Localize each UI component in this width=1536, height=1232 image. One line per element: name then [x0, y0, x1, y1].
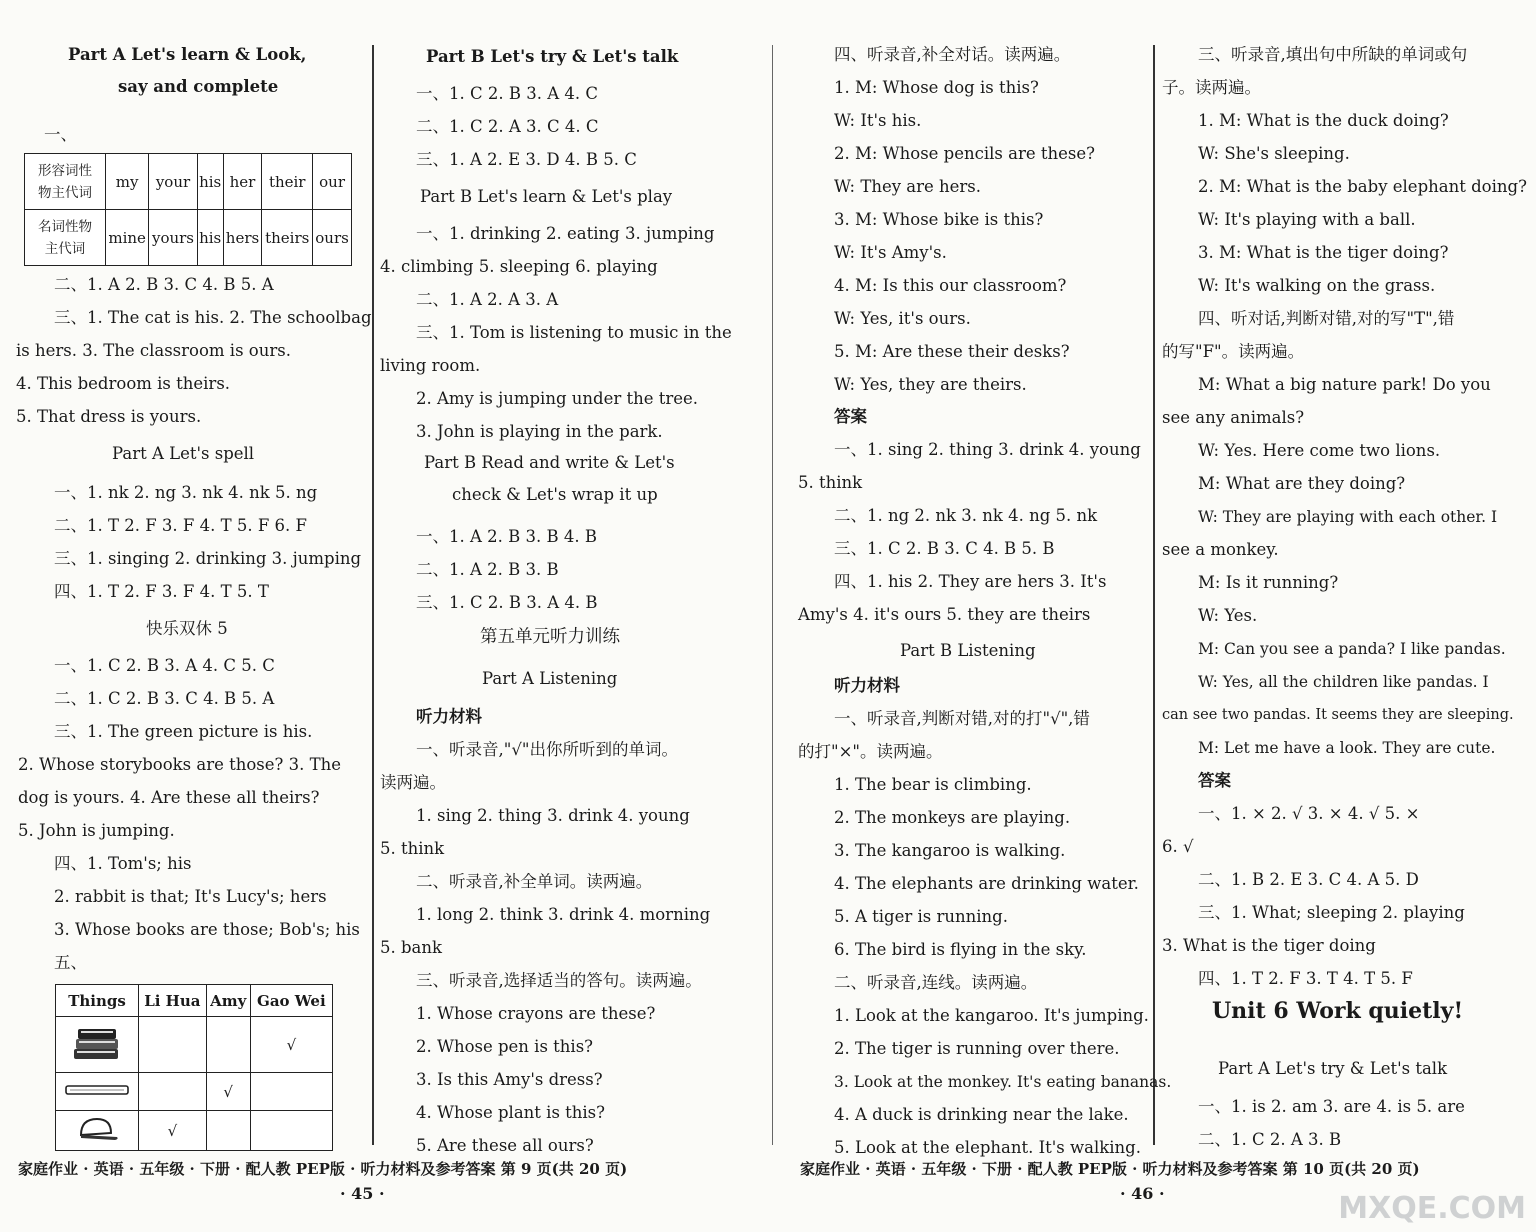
table-cell	[250, 1111, 332, 1151]
dialogue-line: 2. M: Whose pencils are these?	[834, 144, 1095, 163]
answer-line: 2. Amy is jumping under the tree.	[416, 389, 699, 408]
question-line: 的打"×"。读两遍。	[798, 742, 943, 761]
dialogue-line: W: She's sleeping.	[1198, 144, 1350, 163]
answer-line: 二、1. ng 2. nk 3. nk 4. ng 5. nk	[834, 506, 1098, 525]
ruler-icon	[56, 1073, 139, 1111]
table-cell: theirs	[262, 210, 313, 266]
table-row-label: 名词性物 主代词	[25, 210, 106, 266]
watermark-logo: MXQE.COM	[1338, 1191, 1526, 1226]
question-line: 一、听录音,"√"出你所听到的单词。	[416, 740, 678, 759]
dialogue-line: W: Yes, all the children like pandas. I	[1198, 673, 1489, 691]
answer-line: 一、1. C 2. B 3. A 4. C 5. C	[54, 656, 275, 675]
table-cell: hers	[223, 210, 262, 266]
table-cell: my	[106, 154, 149, 210]
heading: check & Let's wrap it up	[452, 485, 658, 504]
dialogue-line: W: It's his.	[834, 111, 922, 130]
answer-line: 3. John is playing in the park.	[416, 422, 663, 441]
answer-line: 三、1. C 2. B 3. A 4. B	[416, 593, 598, 612]
answer-line: 2. rabbit is that; It's Lucy's; hers	[54, 887, 327, 906]
footer-right: 家庭作业 · 英语 · 五年级 · 下册 · 配人教 PEP版 · 听力材料及参考答案 第 10 页(共 20 页)	[800, 1160, 1420, 1178]
unit-title: Unit 6 Work quietly!	[1212, 998, 1464, 1024]
answer-line: 二、1. T 2. F 3. F 4. T 5. F 6. F	[54, 516, 307, 535]
answer-line: dog is yours. 4. Are these all theirs?	[18, 788, 320, 807]
question-line: 5. think	[380, 839, 445, 858]
question-line: 5. A tiger is running.	[834, 907, 1008, 926]
question-line: 5. bank	[380, 938, 443, 957]
question-line: 4. The elephants are drinking water.	[834, 874, 1139, 893]
answer-line: 三、1. singing 2. drinking 3. jumping	[54, 549, 362, 568]
question-line: 1. Look at the kangaroo. It's jumping.	[834, 1006, 1149, 1025]
table-header: Li Hua	[139, 985, 207, 1017]
answer-line: Amy's 4. it's ours 5. they are theirs	[798, 605, 1091, 624]
dialogue-line: W: It's playing with a ball.	[1198, 210, 1416, 229]
table-cell	[206, 1111, 250, 1151]
dialogue-line: W: Yes.	[1198, 606, 1258, 625]
things-table	[55, 984, 333, 1151]
answer-line: 4. This bedroom is theirs.	[16, 374, 231, 393]
dialogue-line: W: They are playing with each other. I	[1198, 508, 1498, 526]
question-line: 一、听录音,判断对错,对的打"√",错	[834, 709, 1090, 728]
answer-line: 四、1. Tom's; his	[54, 854, 192, 873]
question-line: 四、听录音,补全对话。读两遍。	[834, 45, 1071, 64]
column-divider-left	[372, 45, 374, 1145]
dialogue-line: 4. M: Is this our classroom?	[834, 276, 1067, 295]
question-line: 2. Whose pen is this?	[416, 1037, 594, 1056]
question-line: 5. Are these all ours?	[416, 1136, 594, 1155]
check-mark: √	[250, 1017, 332, 1073]
answer-line: 二、1. A 2. A 3. A	[416, 290, 559, 309]
heading: say and complete	[118, 77, 279, 96]
heading: Part A Let's learn & Look,	[68, 45, 307, 64]
answer-line: 三、1. C 2. B 3. C 4. B 5. B	[834, 539, 1055, 558]
answer-line: 6. √	[1162, 837, 1194, 856]
section-label: 听力材料	[834, 676, 900, 695]
section-label: 一、	[44, 125, 77, 144]
answer-line: 四、1. T 2. F 3. T 4. T 5. F	[1198, 969, 1413, 988]
question-line: 1. long 2. think 3. drink 4. morning	[416, 905, 711, 924]
table-cell: their	[262, 154, 313, 210]
question-line: 三、听录音,填出句中所缺的单词或句	[1198, 45, 1468, 64]
answer-line: 5. John is jumping.	[18, 821, 175, 840]
question-line: 1. Whose crayons are these?	[416, 1004, 656, 1023]
answer-line: 一、1. A 2. B 3. B 4. B	[416, 527, 597, 546]
heading: Part A Let's try & Let's talk	[1218, 1059, 1448, 1078]
question-line: 1. sing 2. thing 3. drink 4. young	[416, 806, 690, 825]
cap-icon	[56, 1111, 139, 1151]
page-divider-center	[772, 45, 773, 1145]
answer-line: 一、1. drinking 2. eating 3. jumping	[416, 224, 715, 243]
dialogue-line: 1. M: What is the duck doing?	[1198, 111, 1449, 130]
answer-line: 一、1. × 2. √ 3. × 4. √ 5. ×	[1198, 804, 1420, 823]
heading: Part B Let's learn & Let's play	[420, 187, 673, 206]
question-line: 2. The monkeys are playing.	[834, 808, 1071, 827]
dialogue-line: 1. M: Whose dog is this?	[834, 78, 1039, 97]
section-label: 五、	[54, 953, 87, 972]
answer-line: is hers. 3. The classroom is ours.	[16, 341, 291, 360]
section-label: 答案	[834, 407, 867, 426]
heading: 快乐双休 5	[146, 619, 228, 638]
section-label: 听力材料	[416, 707, 482, 726]
question-line: 5. Look at the elephant. It's walking.	[834, 1138, 1141, 1157]
dialogue-line: M: Let me have a look. They are cute.	[1198, 739, 1496, 757]
table-cell: his	[197, 154, 223, 210]
dialogue-line: 5. M: Are these their desks?	[834, 342, 1070, 361]
answer-line: 三、1. The green picture is his.	[54, 722, 313, 741]
answer-line: 二、1. C 2. A 3. C 4. C	[416, 117, 599, 136]
table-cell: your	[149, 154, 197, 210]
dialogue-line: can see two pandas. It seems they are sleeping.	[1162, 707, 1514, 723]
answer-line: 一、1. sing 2. thing 3. drink 4. young	[834, 440, 1141, 459]
answer-line: 二、1. C 2. A 3. B	[1198, 1130, 1342, 1149]
heading: 第五单元听力训练	[480, 627, 620, 647]
question-line: 4. Whose plant is this?	[416, 1103, 606, 1122]
answer-line: 三、1. What; sleeping 2. playing	[1198, 903, 1465, 922]
answer-line: 二、1. B 2. E 3. C 4. A 5. D	[1198, 870, 1419, 889]
question-line: 的写"F"。读两遍。	[1162, 342, 1305, 361]
question-line: 4. A duck is drinking near the lake.	[834, 1105, 1129, 1124]
answer-line: 三、1. Tom is listening to music in the	[416, 323, 732, 342]
table-cell: mine	[106, 210, 149, 266]
answer-line: 一、1. C 2. B 3. A 4. C	[416, 84, 598, 103]
table-cell: our	[313, 154, 352, 210]
question-line: 二、听录音,连线。读两遍。	[834, 973, 1038, 992]
question-line: 3. Look at the monkey. It's eating bananas.	[834, 1073, 1172, 1091]
dialogue-line: W: Yes. Here come two lions.	[1198, 441, 1441, 460]
answer-line: 二、1. A 2. B 3. C 4. B 5. A	[54, 275, 274, 294]
heading: Part B Read and write & Let's	[424, 453, 675, 472]
question-line: 2. The tiger is running over there.	[834, 1039, 1120, 1058]
dialogue-line: see any animals?	[1162, 408, 1305, 427]
heading: Part B Let's try & Let's talk	[426, 47, 679, 66]
table-cell	[206, 1017, 250, 1073]
answer-line: 四、1. T 2. F 3. F 4. T 5. T	[54, 582, 269, 601]
answer-line: 三、1. A 2. E 3. D 4. B 5. C	[416, 150, 637, 169]
dialogue-line: W: Yes, it's ours.	[834, 309, 971, 328]
dialogue-line: M: Is it running?	[1198, 573, 1339, 592]
check-mark: √	[139, 1111, 207, 1151]
answer-line: 3. Whose books are those; Bob's; his	[54, 920, 360, 939]
page-number-left: · 45 ·	[340, 1184, 385, 1203]
question-line: 三、听录音,选择适当的答句。读两遍。	[416, 971, 702, 990]
dialogue-line: 3. M: What is the tiger doing?	[1198, 243, 1449, 262]
dialogue-line: 3. M: Whose bike is this?	[834, 210, 1044, 229]
answer-line: 一、1. nk 2. ng 3. nk 4. nk 5. ng	[54, 483, 318, 502]
table-header: Gao Wei	[250, 985, 332, 1017]
question-line: 子。读两遍。	[1162, 78, 1261, 97]
dialogue-line: W: It's Amy's.	[834, 243, 947, 262]
answer-line: 5. That dress is yours.	[16, 407, 202, 426]
table-row-label: 形容词性 物主代词	[25, 154, 106, 210]
table-cell	[250, 1073, 332, 1111]
table-header: Things	[56, 985, 139, 1017]
books-icon	[56, 1017, 139, 1073]
table-cell: his	[197, 210, 223, 266]
section-label: 答案	[1198, 771, 1231, 790]
table-cell: ours	[313, 210, 352, 266]
page-number-right: · 46 ·	[1120, 1184, 1165, 1203]
dialogue-line: M: What a big nature park! Do you	[1198, 375, 1491, 394]
question-line: 读两遍。	[380, 773, 446, 792]
answer-line: 二、1. A 2. B 3. B	[416, 560, 559, 579]
dialogue-line: W: Yes, they are theirs.	[834, 375, 1027, 394]
answer-line: 四、1. his 2. They are hers 3. It's	[834, 572, 1107, 591]
answer-line: 2. Whose storybooks are those? 3. The	[18, 755, 341, 774]
question-line: 3. Is this Amy's dress?	[416, 1070, 603, 1089]
dialogue-line: W: They are hers.	[834, 177, 982, 196]
table-header: Amy	[206, 985, 250, 1017]
pronoun-table	[24, 153, 352, 266]
heading: Part A Listening	[482, 669, 618, 688]
question-line: 6. The bird is flying in the sky.	[834, 940, 1087, 959]
answer-line: 5. think	[798, 473, 863, 492]
answer-line: 二、1. C 2. B 3. C 4. B 5. A	[54, 689, 275, 708]
dialogue-line: 2. M: What is the baby elephant doing?	[1198, 177, 1527, 196]
dialogue-line: M: What are they doing?	[1198, 474, 1406, 493]
table-cell	[139, 1073, 207, 1111]
dialogue-line: see a monkey.	[1162, 540, 1279, 559]
table-cell: her	[223, 154, 262, 210]
column-divider-right	[1153, 45, 1155, 1145]
footer-left: 家庭作业 · 英语 · 五年级 · 下册 · 配人教 PEP版 · 听力材料及参考答案 第 9 页(共 20 页)	[18, 1160, 628, 1178]
question-line: 四、听对话,判断对错,对的写"T",错	[1198, 309, 1455, 328]
check-mark: √	[206, 1073, 250, 1111]
heading: Part A Let's spell	[112, 444, 255, 463]
dialogue-line: W: It's walking on the grass.	[1198, 276, 1436, 295]
question-line: 1. The bear is climbing.	[834, 775, 1032, 794]
table-cell: yours	[149, 210, 197, 266]
dialogue-line: M: Can you see a panda? I like pandas.	[1198, 640, 1506, 658]
question-line: 3. The kangaroo is walking.	[834, 841, 1066, 860]
question-line: 二、听录音,补全单词。读两遍。	[416, 872, 653, 891]
answer-line: 一、1. is 2. am 3. are 4. is 5. are	[1198, 1097, 1465, 1116]
answer-line: living room.	[380, 356, 481, 375]
answer-line: 3. What is the tiger doing	[1162, 936, 1376, 955]
table-cell	[139, 1017, 207, 1073]
heading: Part B Listening	[900, 641, 1036, 660]
answer-line: 4. climbing 5. sleeping 6. playing	[380, 257, 658, 276]
answer-line: 三、1. The cat is his. 2. The schoolbag	[54, 308, 372, 327]
